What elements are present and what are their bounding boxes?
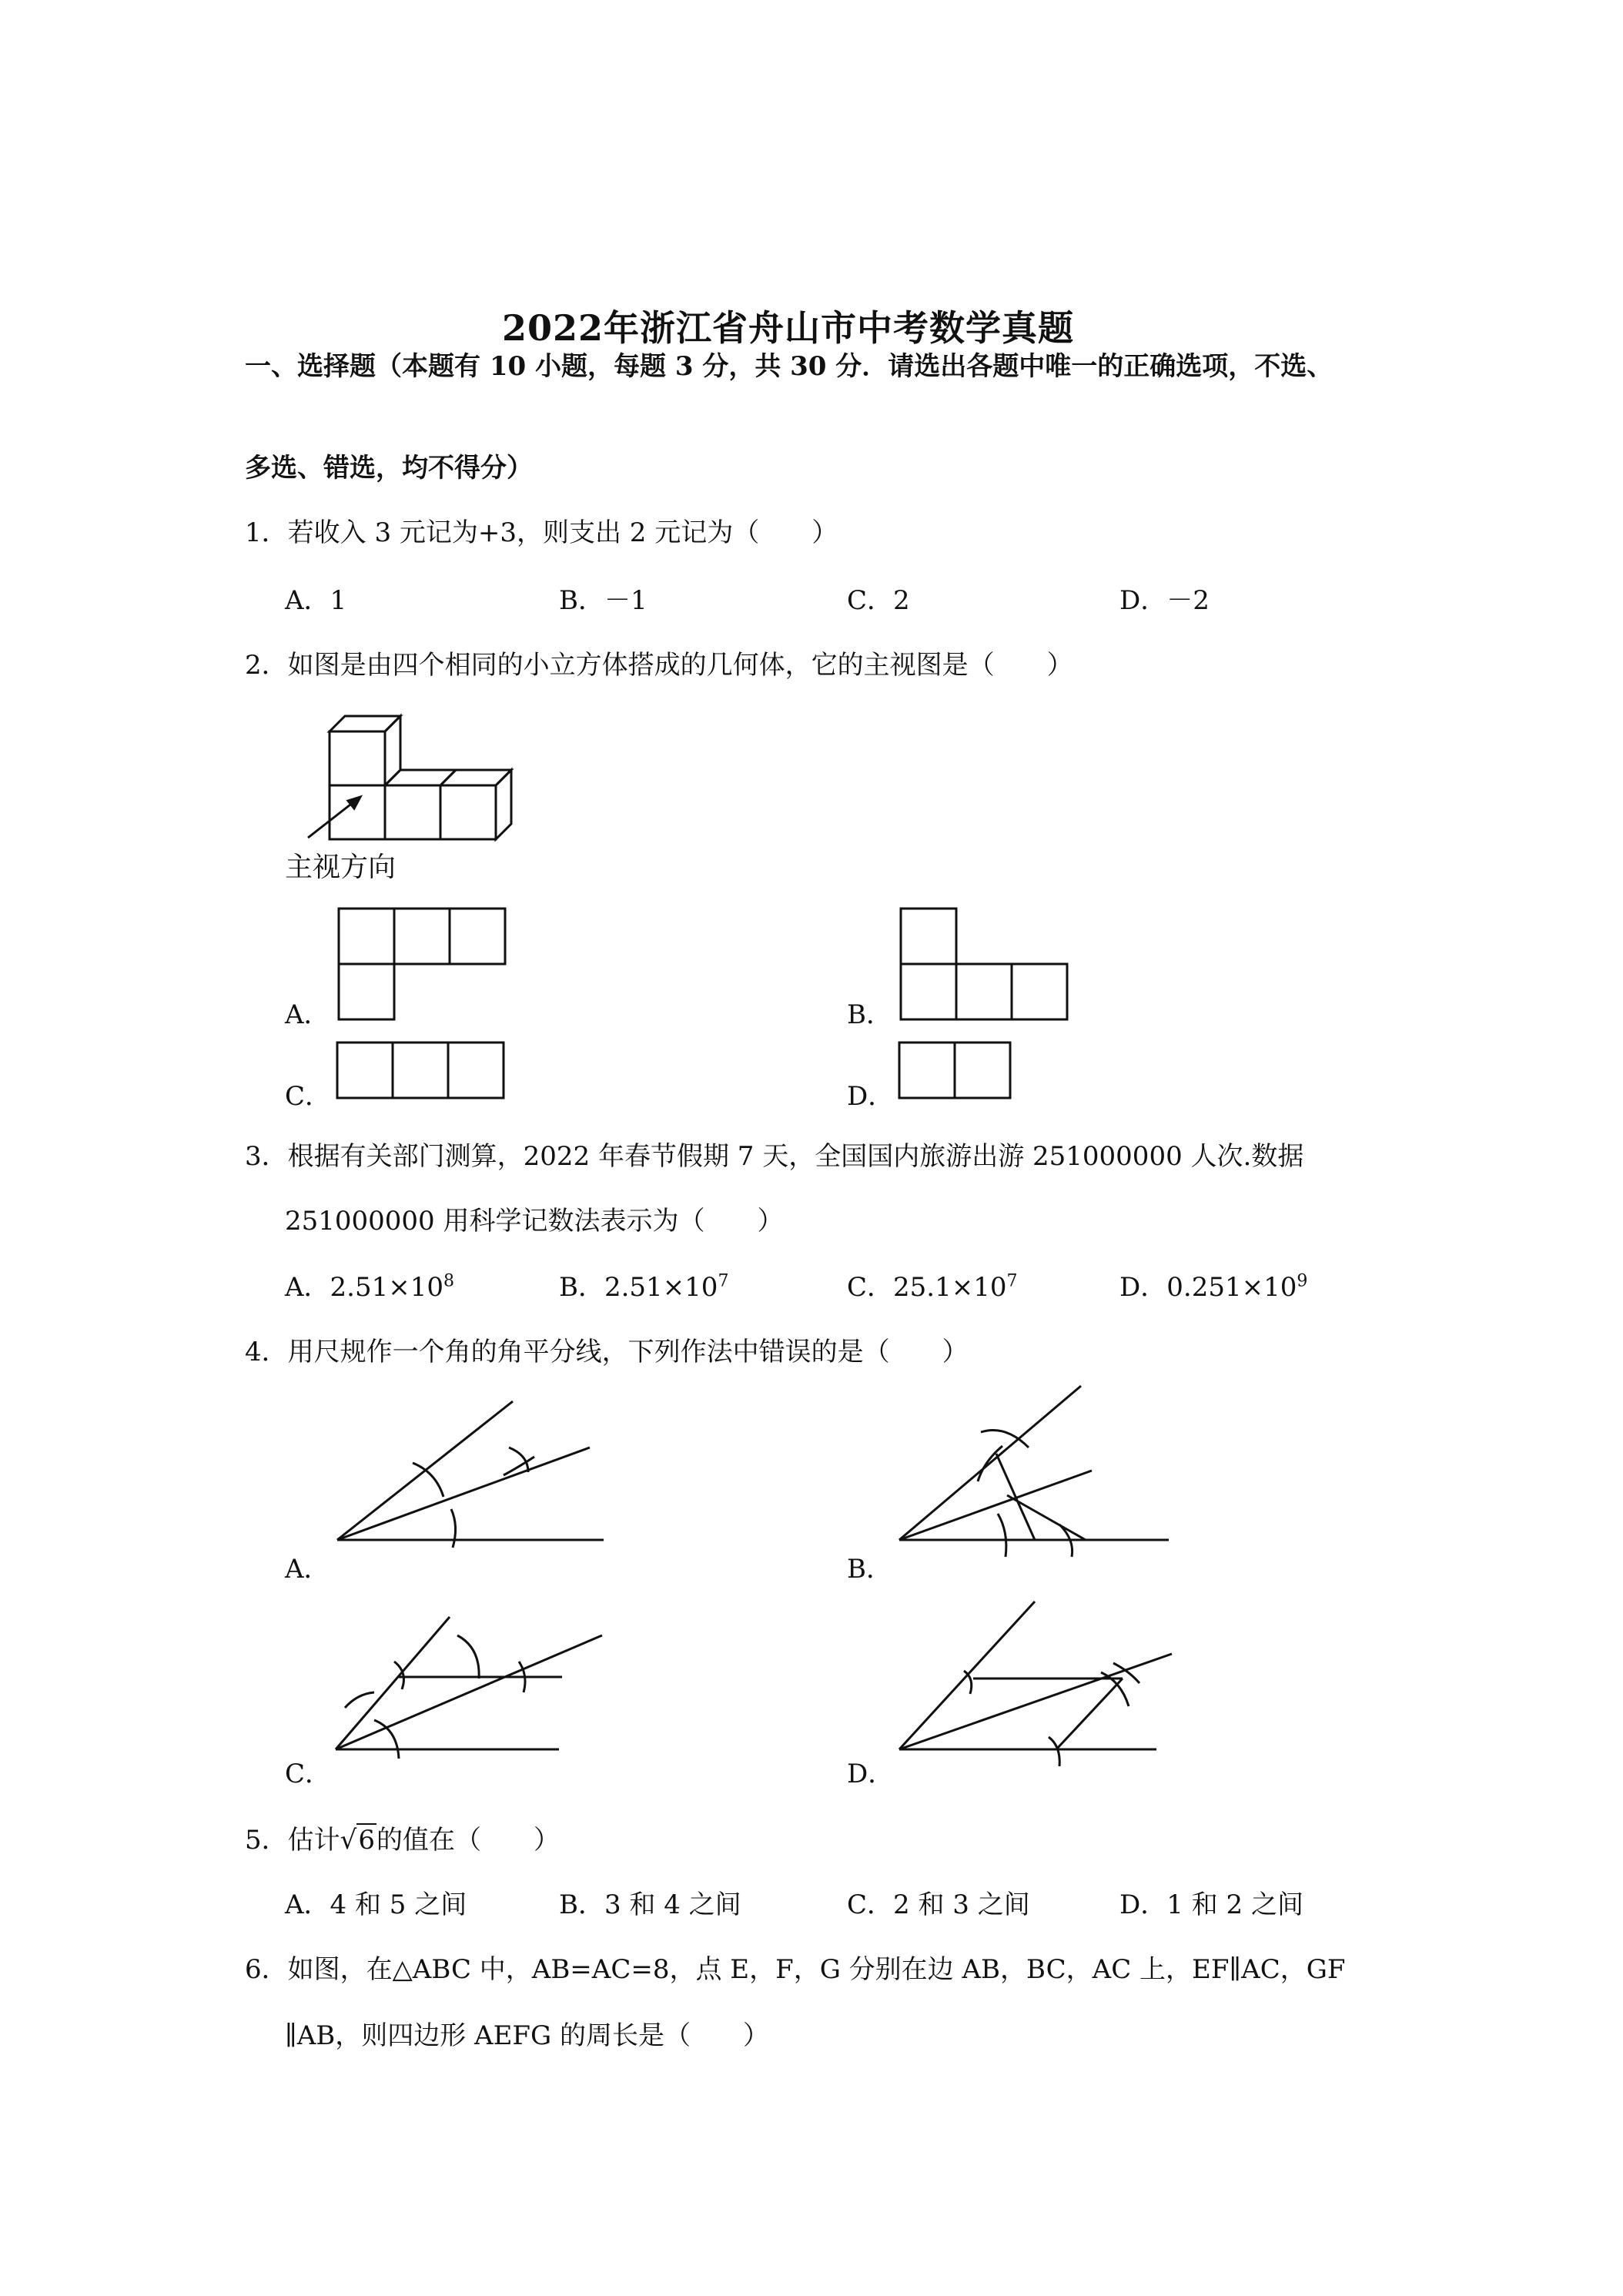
question-6-line2: ∥AB，则四边形 AEFG 的周长是（ ） — [285, 2020, 769, 2051]
q4-option-b-figure — [898, 1378, 1175, 1563]
section-heading-line2: 多选、错选，均不得分） — [245, 453, 533, 484]
question-1-stem: 1．若收入 3 元记为+3，则支出 2 元记为（ ） — [245, 517, 838, 548]
q3-option-c-base: C．25.1×10 — [847, 1272, 1007, 1303]
question-5-stem — [245, 1819, 560, 1856]
q5-option-b: B．3 和 4 之间 — [559, 1889, 741, 1920]
q2-option-d-label: D． — [847, 1081, 895, 1112]
q5-option-c: C．2 和 3 之间 — [847, 1889, 1030, 1920]
q3-option-a-exp: 8 — [443, 1271, 455, 1291]
q3-option-a — [285, 1266, 454, 1304]
q1-option-d: D．－2 — [1119, 585, 1210, 616]
q3-option-d-exp: 9 — [1297, 1271, 1308, 1291]
q5-radicand-value: 6 — [358, 1825, 375, 1856]
q5-option-a: A．4 和 5 之间 — [285, 1889, 467, 1920]
q2-option-b-label: B． — [847, 999, 892, 1030]
q2-option-a-label: A． — [285, 999, 330, 1030]
q2-option-b-figure — [899, 907, 1069, 1022]
q2-option-c-label: C． — [285, 1081, 332, 1112]
q1-option-b: B．－1 — [559, 585, 648, 616]
q5-stem-post: 的值在（ ） — [376, 1825, 560, 1856]
q3-option-b-base: B．2.51×10 — [559, 1272, 718, 1303]
q3-option-c — [847, 1266, 1017, 1304]
question-3-line2: 251000000 用科学记数法表示为（ ） — [285, 1206, 784, 1237]
q1-option-a: A．1 — [285, 585, 347, 616]
q5-radicand — [356, 1825, 376, 1856]
q5-stem-pre: 5．估计 — [245, 1825, 340, 1856]
q4-option-d-figure — [898, 1586, 1175, 1763]
q3-option-b-exp: 7 — [718, 1271, 729, 1291]
q3-option-b — [559, 1266, 728, 1304]
q5-option-d: D．1 和 2 之间 — [1119, 1889, 1303, 1920]
q2-figure-caption: 主视方向 — [285, 852, 397, 883]
q3-option-c-exp: 7 — [1006, 1271, 1018, 1291]
q2-option-a-figure — [337, 907, 507, 1022]
q3-option-d-base: D．0.251×10 — [1119, 1272, 1297, 1303]
q2-cube-figure — [277, 701, 531, 862]
q3-option-d — [1119, 1266, 1307, 1304]
section-heading-line1: 一、选择题（本题有 10 小题，每题 3 分，共 30 分．请选出各题中唯一的正确选项，不选、 — [245, 351, 1334, 382]
question-2-stem: 2．如图是由四个相同的小立方体搭成的几何体，它的主视图是（ ） — [245, 650, 1073, 681]
q4-option-a-label: A． — [285, 1554, 330, 1585]
question-6-line1: 6．如图，在△ABC 中，AB=AC=8，点 E，F，G 分别在边 AB，BC，AC 上，EF∥AC，GF — [245, 1954, 1346, 1985]
sqrt-symbol: √ — [340, 1825, 357, 1856]
q1-option-c: C．2 — [847, 585, 910, 616]
q4-option-d-label: D． — [847, 1759, 895, 1789]
q4-option-b-label: B． — [847, 1554, 892, 1585]
q4-option-c-figure — [334, 1586, 611, 1763]
q2-option-c-figure — [336, 1041, 505, 1099]
question-4-stem: 4．用尺规作一个角的角平分线，下列作法中错误的是（ ） — [245, 1337, 969, 1367]
q3-option-a-base: A．2.51×10 — [285, 1272, 444, 1303]
q2-option-d-figure — [898, 1041, 1012, 1099]
question-3-line1: 3．根据有关部门测算，2022 年春节假期 7 天，全国国内旅游出游 251000000 人次.数据 — [245, 1141, 1304, 1172]
q4-option-a-figure — [336, 1386, 613, 1555]
page-title: 2022年浙江省舟山市中考数学真题 — [502, 307, 1075, 349]
q4-option-c-label: C． — [285, 1759, 332, 1789]
